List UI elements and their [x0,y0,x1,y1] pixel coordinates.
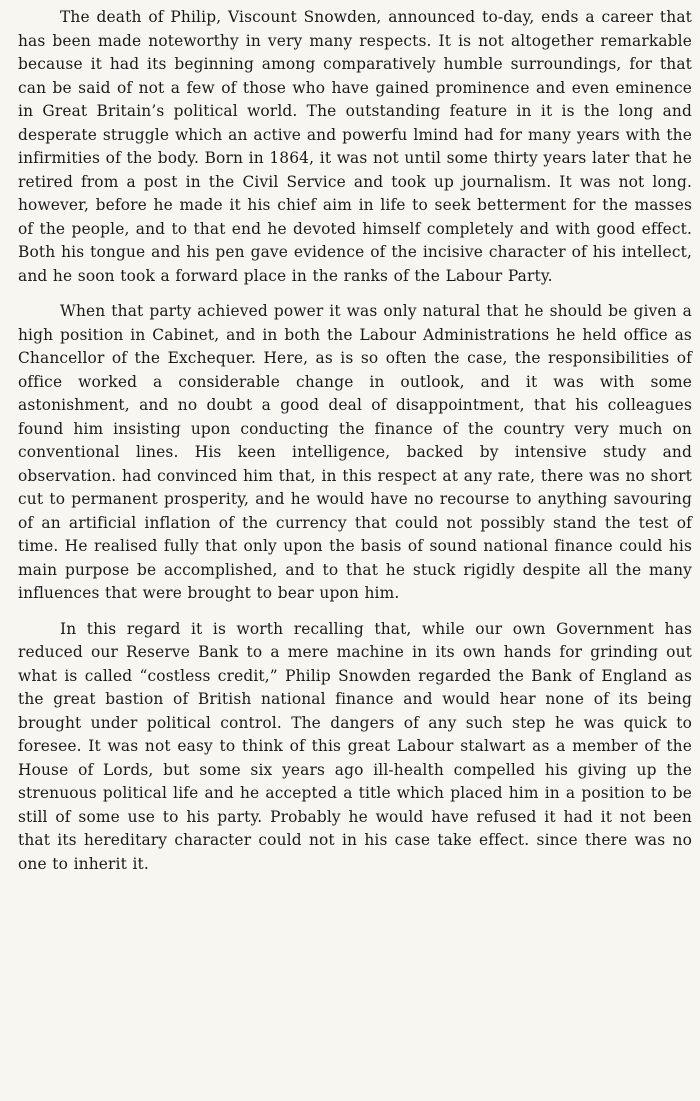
paragraph-3: In this regard it is worth recalling that, while our own Government has reduced our Reserve Bank to a mere machine in its own hands for grinding out what is called “costless credit,” Philip Snowden regarded the Bank of England as the great bastion of British national finance and would hear none of its being brought under political control. The dangers of any such step he was quick to foresee. It was not easy to think of this great Labour stalwart as a member of the House of Lords, but some six years ago ill-health compelled his giving up the strenuous political life and he accepted a title which placed him in a position to be still of some use to his party. Probably he would have refused it had it not been that its hereditary character could not in his case take effect. since there was no one to inherit it. [18,619,692,873]
paragraph-2: When that party achieved power it was only natural that he should be given a high position in Cabinet, and in both the Labour Administrations he held office as Chancellor of the Exchequer. Here, as is so often the case, the responsibilities of office worked a considerable change in outlook, and it was with some astonishment, and no doubt a good deal of disappointment, that his colleagues found him insisting upon conducting the finance of the country very much on conventional lines. His keen intelligence, backed by intensive study and observation. had convinced him that, in this respect at any rate, there was no short cut to permanent prosperity, and he would have no recourse to anything savouring of an artificial inflation of the currency that could not possibly stand the test of time. He realised fully that only upon the basis of sound national finance could his main purpose be accomplished, and to that he stuck rigidly despite all the many influences that were brought to bear upon him. [18,302,692,602]
paragraph-1: The death of Philip, Viscount Snowden, announced to-day, ends a career that has been made noteworthy in very many respects. It is not altogether remarkable because it had its beginning among comparatively humble surroundings, for that can be said of not a few of those who have gained prominence and even eminence in Great Britain’s political world. The outstanding feature in it is the long and desperate struggle which an active and powerfu lmind had for many years with the infirmities of the body. Born in 1864, it was not until some thirty years later that he retired from a post in the Civil Service and took up journalism. It was not long. however, before he made it his chief aim in life to seek betterment for the masses of the people, and to that end he devoted himself completely and with good effect. Both his tongue and his pen gave evidence of the incisive character of his intellect, and he soon took a forward place in the ranks of the Labour Party. [18,8,692,285]
